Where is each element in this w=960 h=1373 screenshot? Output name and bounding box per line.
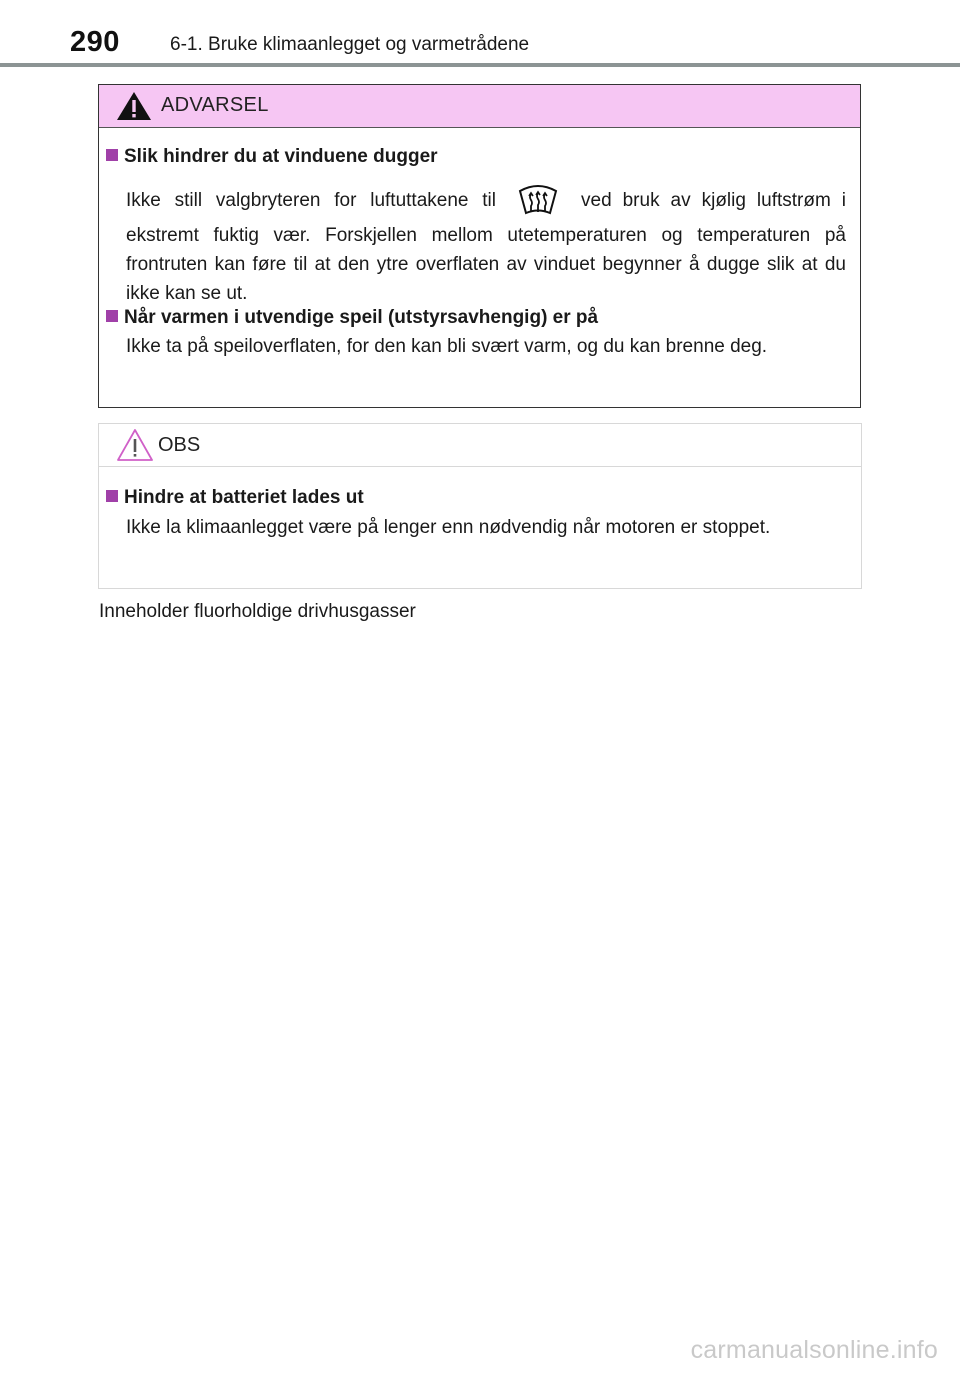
bullet-square-icon xyxy=(106,310,118,322)
bullet-square-icon xyxy=(106,149,118,161)
notice-item1-heading: Hindre at batteriet lades ut xyxy=(106,487,364,509)
warning-item2-heading: Når varmen i utvendige speil (utstyrsavhengig) er på xyxy=(106,307,598,329)
notice-label: OBS xyxy=(158,434,201,456)
page-number: 290 xyxy=(70,26,120,58)
caution-triangle-icon xyxy=(116,428,154,462)
warning-label: ADVARSEL xyxy=(161,94,269,116)
warning-item1-text: ekstremt fuktig vær. Forskjellen mellom utetemperaturen og temperaturen på frontruten kan føre til at den ytre overflaten av vinduet begynner å dugge slik at du ikke kan se ut. xyxy=(126,225,846,304)
windshield-defroster-icon xyxy=(516,183,560,217)
warning-item1-line1-a: Ikke still valgbryteren for luftuttakene til xyxy=(126,190,496,211)
watermark: carmanualsonline.info xyxy=(690,1336,938,1364)
warning-item2-text: Ikke ta på speiloverflaten, for den kan bli svært varm, og du kan brenne deg. xyxy=(126,336,768,357)
warning-box-header xyxy=(99,85,860,128)
notice-item1-text: Ikke la klimaanlegget være på lenger enn nødvendig når motoren er stoppet. xyxy=(126,517,771,538)
page-header xyxy=(0,0,960,68)
warning-item1-heading: Slik hindrer du at vinduene dugger xyxy=(106,146,438,168)
notice-box-header xyxy=(99,424,861,467)
header-rule xyxy=(0,63,960,67)
footer-note: Inneholder fluorholdige drivhusgasser xyxy=(99,601,416,622)
warning-triangle-icon xyxy=(116,91,152,121)
section-title: 6-1. Bruke klimaanlegget og varmetrådene xyxy=(170,34,530,55)
warning-item1-line1-b: ved bruk av kjølig luftstrøm i xyxy=(581,190,846,211)
bullet-square-icon xyxy=(106,490,118,502)
